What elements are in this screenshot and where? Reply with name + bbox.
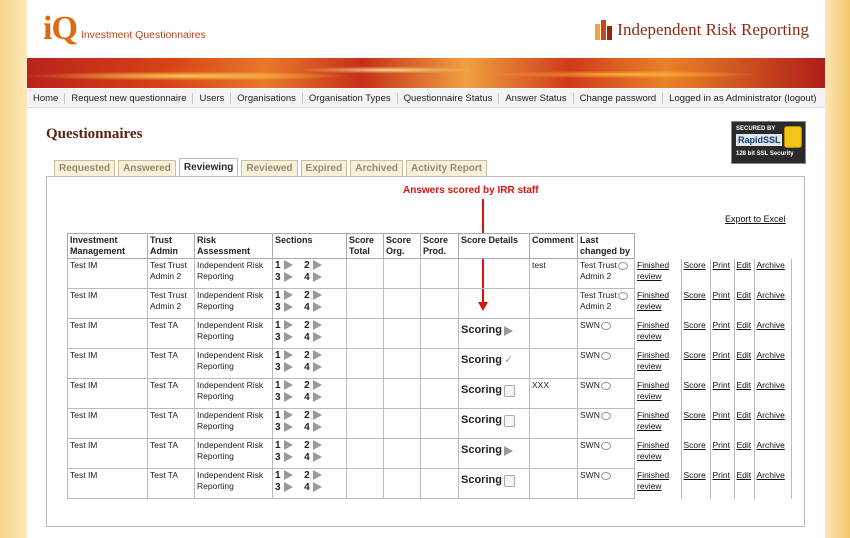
col-trust: Trust Admin <box>148 234 195 259</box>
cell-print-link <box>710 409 734 439</box>
section-status-icon[interactable] <box>313 362 322 372</box>
cell-score-total <box>347 319 384 349</box>
logo-text: Investment Questionnaires <box>80 29 206 41</box>
finished-review-link[interactable]: Finished review <box>637 319 670 341</box>
iq-logo[interactable] <box>43 12 206 46</box>
questionnaires-table <box>67 233 792 499</box>
cell-last-changed: SWN <box>578 349 635 379</box>
score-link[interactable]: Score <box>683 319 706 330</box>
tab-activity-report[interactable]: Activity Report <box>406 160 487 176</box>
cell-edit-link <box>734 379 754 409</box>
section-status-icon[interactable] <box>313 332 322 342</box>
cell-score-total <box>347 469 384 499</box>
cell-score-details <box>459 409 530 439</box>
export-to-excel-link[interactable]: Export to Excel <box>725 214 786 224</box>
cell-score-prod <box>421 469 459 499</box>
cell-last-changed: Test Trust Admin 2 <box>578 289 635 319</box>
cell-last-changed: SWN <box>578 469 635 499</box>
col-action-print <box>710 234 734 259</box>
cell-sections: 1 2 3 4 <box>273 409 347 439</box>
cell-investment: Test IM <box>68 409 148 439</box>
cell-archive-link <box>754 289 791 319</box>
page <box>27 0 825 538</box>
cell-comment: XXX <box>530 379 578 409</box>
questionnaire-tabs <box>54 160 490 176</box>
cell-investment: Test IM <box>68 469 148 499</box>
print-link[interactable]: Print <box>712 469 730 480</box>
print-link[interactable]: Print <box>712 289 730 300</box>
cell-investment: Test IM <box>68 379 148 409</box>
edit-link[interactable]: Edit <box>736 469 752 480</box>
cell-score-total <box>347 439 384 469</box>
document-icon[interactable] <box>504 475 515 487</box>
comment-bubble-icon[interactable] <box>601 382 611 390</box>
cell-investment: Test IM <box>68 439 148 469</box>
cell-archive-link <box>754 379 791 409</box>
edit-link[interactable]: Edit <box>736 259 752 270</box>
nav-item-8[interactable]: Change password <box>574 93 664 104</box>
lock-icon <box>784 126 802 148</box>
col-last-changed: Last changed by <box>578 234 635 259</box>
section-status-icon[interactable] <box>284 482 293 492</box>
nav-item-6[interactable]: Questionnaire Status <box>398 93 500 104</box>
tab-reviewed[interactable]: Reviewed <box>241 160 297 176</box>
cell-trust: Test Trust Admin 2 <box>148 289 195 319</box>
cell-finished-review <box>635 319 682 349</box>
cell-score-details <box>459 259 530 289</box>
section-status-icon[interactable] <box>313 392 322 402</box>
col-score-org: Score Org. <box>384 234 421 259</box>
cell-finished-review <box>635 469 682 499</box>
tab-requested[interactable]: Requested <box>54 160 115 176</box>
cell-trust: Test TA <box>148 409 195 439</box>
edit-link[interactable]: Edit <box>736 319 752 330</box>
section-status-icon[interactable] <box>313 452 322 462</box>
section-status-icon[interactable] <box>313 410 322 420</box>
cell-trust: Test TA <box>148 349 195 379</box>
section-status-icon[interactable] <box>284 302 293 312</box>
scoring-label[interactable]: Scoring <box>461 354 502 366</box>
col-action-score <box>681 234 710 259</box>
section-status-icon[interactable] <box>313 260 322 270</box>
logo-mark: iQ <box>43 10 77 47</box>
print-link[interactable]: Print <box>712 259 730 270</box>
section-status-icon[interactable] <box>284 440 293 450</box>
archive-link[interactable]: Archive <box>756 349 785 360</box>
section-status-icon[interactable] <box>313 302 322 312</box>
section-status-icon[interactable] <box>313 380 322 390</box>
cell-score-org <box>384 289 421 319</box>
section-status-icon[interactable] <box>313 470 322 480</box>
comment-bubble-icon[interactable] <box>601 472 611 480</box>
cell-risk: Independent Risk Reporting <box>195 469 273 499</box>
comment-bubble-icon[interactable] <box>601 442 611 450</box>
cell-score-org <box>384 439 421 469</box>
col-score-prod: Score Prod. <box>421 234 459 259</box>
cell-trust: Test TA <box>148 319 195 349</box>
cell-score-prod <box>421 289 459 319</box>
ssl-bits: 128 bit SSL Security <box>736 151 794 157</box>
cell-trust: Test TA <box>148 439 195 469</box>
cell-investment: Test IM <box>68 319 148 349</box>
cell-finished-review <box>635 289 682 319</box>
books-icon <box>595 20 613 40</box>
cell-sections: 1 2 3 4 <box>273 469 347 499</box>
cell-archive-link <box>754 349 791 379</box>
print-link[interactable]: Print <box>712 349 730 360</box>
cell-trust: Test TA <box>148 469 195 499</box>
cell-archive-link <box>754 319 791 349</box>
cell-score-link <box>681 349 710 379</box>
cell-sections: 1 2 3 4 <box>273 259 347 289</box>
scoring-label[interactable]: Scoring <box>461 444 502 456</box>
cell-archive-link <box>754 409 791 439</box>
edit-link[interactable]: Edit <box>736 439 752 450</box>
col-action-archive <box>754 234 791 259</box>
table-header-row <box>68 234 792 259</box>
edit-link[interactable]: Edit <box>736 349 752 360</box>
arrow-right-icon[interactable] <box>504 326 513 336</box>
document-icon[interactable] <box>504 415 515 427</box>
cell-score-details <box>459 379 530 409</box>
cell-score-org <box>384 409 421 439</box>
cell-comment: test <box>530 259 578 289</box>
cell-edit-link <box>734 349 754 379</box>
archive-link[interactable]: Archive <box>756 439 785 450</box>
section-status-icon[interactable] <box>313 350 322 360</box>
table-row <box>68 439 792 469</box>
ssl-secured-by: SECURED BY <box>736 126 776 132</box>
cell-finished-review <box>635 349 682 379</box>
cell-edit-link <box>734 319 754 349</box>
nav-item-9[interactable]: Logged in as Administrator (logout) <box>669 92 817 104</box>
cell-score-total <box>347 379 384 409</box>
cell-sections: 1 2 3 4 <box>273 439 347 469</box>
cell-archive-link <box>754 259 791 289</box>
cell-print-link <box>710 439 734 469</box>
comment-bubble-icon[interactable] <box>601 412 611 420</box>
section-status-icon[interactable] <box>313 272 322 282</box>
nav-item-1[interactable]: Home <box>27 93 65 104</box>
cell-score-link <box>681 319 710 349</box>
comment-bubble-icon[interactable] <box>601 322 611 330</box>
section-status-icon[interactable] <box>284 290 293 300</box>
cell-edit-link <box>734 409 754 439</box>
cell-risk: Independent Risk Reporting <box>195 319 273 349</box>
finished-review-link[interactable]: Finished review <box>637 439 670 461</box>
cell-score-org <box>384 379 421 409</box>
section-status-icon[interactable] <box>313 482 322 492</box>
main-nav <box>27 89 825 108</box>
cell-score-org <box>384 319 421 349</box>
cell-risk: Independent Risk Reporting <box>195 289 273 319</box>
table-row <box>68 289 792 319</box>
cell-finished-review <box>635 259 682 289</box>
cell-comment <box>530 469 578 499</box>
col-sections: Sections <box>273 234 347 259</box>
section-status-icon[interactable] <box>284 350 293 360</box>
header <box>27 0 825 58</box>
cell-score-prod <box>421 439 459 469</box>
edit-link[interactable]: Edit <box>736 289 752 300</box>
section-status-icon[interactable] <box>284 410 293 420</box>
tab-expired[interactable]: Expired <box>301 160 348 176</box>
archive-link[interactable]: Archive <box>756 289 785 300</box>
finished-review-link[interactable]: Finished review <box>637 259 670 281</box>
edit-link[interactable]: Edit <box>736 379 752 390</box>
cell-finished-review <box>635 439 682 469</box>
arrow-right-icon[interactable] <box>504 446 513 456</box>
cell-score-prod <box>421 349 459 379</box>
edit-link[interactable]: Edit <box>736 409 752 420</box>
cell-score-link <box>681 439 710 469</box>
finished-review-link[interactable]: Finished review <box>637 409 670 431</box>
section-status-icon[interactable] <box>284 392 293 402</box>
print-link[interactable]: Print <box>712 379 730 390</box>
score-link[interactable]: Score <box>683 469 706 480</box>
table-row <box>68 409 792 439</box>
cell-score-org <box>384 469 421 499</box>
cell-risk: Independent Risk Reporting <box>195 259 273 289</box>
finished-review-link[interactable]: Finished review <box>637 469 670 491</box>
brand-text: Independent Risk Reporting <box>617 20 809 39</box>
cell-score-total <box>347 289 384 319</box>
section-status-icon[interactable] <box>284 380 293 390</box>
section-status-icon[interactable] <box>313 422 322 432</box>
table-row <box>68 469 792 499</box>
col-score-details: Score Details <box>459 234 530 259</box>
archive-link[interactable]: Archive <box>756 319 785 330</box>
finished-review-link[interactable]: Finished review <box>637 349 670 371</box>
cell-edit-link <box>734 439 754 469</box>
section-status-icon[interactable] <box>313 320 322 330</box>
cell-score-org <box>384 259 421 289</box>
cell-score-link <box>681 409 710 439</box>
table-row <box>68 259 792 289</box>
nav-item-4[interactable]: Organisations <box>231 93 303 104</box>
print-link[interactable]: Print <box>712 409 730 420</box>
cell-score-details <box>459 469 530 499</box>
cell-print-link <box>710 289 734 319</box>
table-row <box>68 379 792 409</box>
cell-comment <box>530 439 578 469</box>
cell-trust: Test Trust Admin 2 <box>148 259 195 289</box>
tab-reviewing[interactable]: Reviewing <box>179 158 238 176</box>
scoring-label[interactable]: Scoring <box>461 384 502 396</box>
table-row <box>68 319 792 349</box>
col-score-total: Score Total <box>347 234 384 259</box>
nav-item-5[interactable]: Organisation Types <box>303 93 398 104</box>
comment-bubble-icon[interactable] <box>601 352 611 360</box>
cell-investment: Test IM <box>68 259 148 289</box>
section-status-icon[interactable] <box>284 320 293 330</box>
cell-score-link <box>681 469 710 499</box>
score-link[interactable]: Score <box>683 289 706 300</box>
check-icon: ✓ <box>503 354 514 366</box>
cell-score-org <box>384 349 421 379</box>
comment-bubble-icon[interactable] <box>618 262 628 270</box>
cell-investment: Test IM <box>68 349 148 379</box>
cell-comment <box>530 289 578 319</box>
section-status-icon[interactable] <box>284 452 293 462</box>
cell-print-link <box>710 379 734 409</box>
archive-link[interactable]: Archive <box>756 469 785 480</box>
tab-panel <box>46 176 805 527</box>
cell-comment <box>530 349 578 379</box>
cell-score-link <box>681 379 710 409</box>
cell-trust: Test TA <box>148 379 195 409</box>
archive-link[interactable]: Archive <box>756 409 785 420</box>
score-link[interactable]: Score <box>683 349 706 360</box>
section-status-icon[interactable] <box>284 332 293 342</box>
scoring-label[interactable]: Scoring <box>461 414 502 426</box>
comment-bubble-icon[interactable] <box>618 292 628 300</box>
col-comment: Comment <box>530 234 578 259</box>
cell-print-link <box>710 259 734 289</box>
finished-review-link[interactable]: Finished review <box>637 289 670 311</box>
cell-last-changed: SWN <box>578 379 635 409</box>
scoring-label[interactable]: Scoring <box>461 474 502 486</box>
cell-score-link <box>681 259 710 289</box>
section-status-icon[interactable] <box>284 422 293 432</box>
cell-archive-link <box>754 439 791 469</box>
cell-score-total <box>347 409 384 439</box>
col-risk: Risk Assessment <box>195 234 273 259</box>
cell-print-link <box>710 349 734 379</box>
section-status-icon[interactable] <box>313 440 322 450</box>
cell-investment: Test IM <box>68 289 148 319</box>
cell-last-changed: SWN <box>578 439 635 469</box>
cell-last-changed: Test Trust Admin 2 <box>578 259 635 289</box>
section-status-icon[interactable] <box>284 260 293 270</box>
table-row <box>68 349 792 379</box>
cell-archive-link <box>754 469 791 499</box>
cell-risk: Independent Risk Reporting <box>195 379 273 409</box>
ssl-badge[interactable] <box>731 121 806 164</box>
scoring-label[interactable]: Scoring <box>461 324 502 336</box>
cell-comment <box>530 319 578 349</box>
cell-risk: Independent Risk Reporting <box>195 349 273 379</box>
print-link[interactable]: Print <box>712 439 730 450</box>
cell-score-details <box>459 319 530 349</box>
cell-print-link <box>710 469 734 499</box>
cell-score-prod <box>421 319 459 349</box>
cell-edit-link <box>734 469 754 499</box>
col-action-edit <box>734 234 754 259</box>
finished-review-link[interactable]: Finished review <box>637 379 670 401</box>
cell-score-total <box>347 259 384 289</box>
annotation-note: Answers scored by IRR staff <box>403 185 539 196</box>
cell-sections: 1 2 3 4 <box>273 379 347 409</box>
nav-item-7[interactable]: Answer Status <box>499 93 573 104</box>
nav-item-3[interactable]: Users <box>193 93 231 104</box>
ssl-brand: RapidSSL <box>738 135 781 145</box>
print-link[interactable]: Print <box>712 319 730 330</box>
cell-score-prod <box>421 379 459 409</box>
cell-score-details <box>459 289 530 319</box>
col-action-finished <box>635 234 682 259</box>
cell-score-link <box>681 289 710 319</box>
cell-finished-review <box>635 409 682 439</box>
cell-score-details <box>459 349 530 379</box>
banner-image <box>27 58 825 88</box>
cell-risk: Independent Risk Reporting <box>195 439 273 469</box>
tab-answered[interactable]: Answered <box>118 160 176 176</box>
cell-sections: 1 2 3 4 <box>273 319 347 349</box>
cell-last-changed: SWN <box>578 409 635 439</box>
cell-print-link <box>710 319 734 349</box>
archive-link[interactable]: Archive <box>756 379 785 390</box>
score-link[interactable]: Score <box>683 379 706 390</box>
cell-sections: 1 2 3 4 <box>273 349 347 379</box>
section-status-icon[interactable] <box>284 272 293 282</box>
score-link[interactable]: Score <box>683 409 706 420</box>
document-icon[interactable] <box>504 385 515 397</box>
cell-edit-link <box>734 259 754 289</box>
cell-last-changed: SWN <box>578 319 635 349</box>
cell-risk: Independent Risk Reporting <box>195 409 273 439</box>
cell-sections: 1 2 3 4 <box>273 289 347 319</box>
score-link[interactable]: Score <box>683 439 706 450</box>
page-title: Questionnaires <box>46 126 143 142</box>
irr-brand <box>595 20 809 40</box>
cell-comment <box>530 409 578 439</box>
section-status-icon[interactable] <box>284 362 293 372</box>
cell-edit-link <box>734 289 754 319</box>
tab-archived[interactable]: Archived <box>350 160 403 176</box>
cell-score-prod <box>421 409 459 439</box>
nav-item-2[interactable]: Request new questionnaire <box>65 93 193 104</box>
score-link[interactable]: Score <box>683 259 706 270</box>
col-investment: Investment Management <box>68 234 148 259</box>
archive-link[interactable]: Archive <box>756 259 785 270</box>
cell-finished-review <box>635 379 682 409</box>
cell-score-prod <box>421 259 459 289</box>
cell-score-total <box>347 349 384 379</box>
cell-score-details <box>459 439 530 469</box>
section-status-icon[interactable] <box>284 470 293 480</box>
section-status-icon[interactable] <box>313 290 322 300</box>
